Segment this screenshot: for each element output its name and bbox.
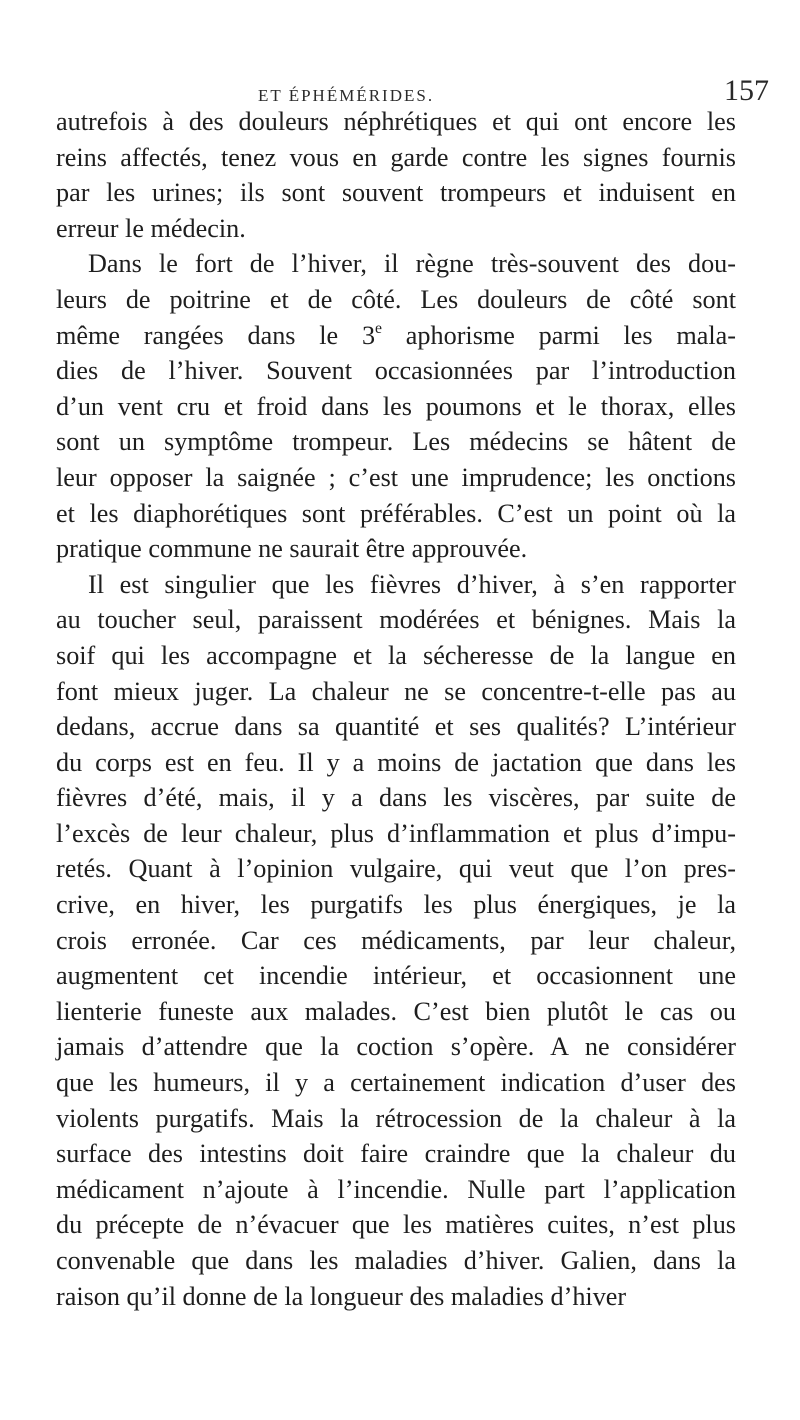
ordinal-superscript: e [375, 319, 383, 337]
page-number: 157 [724, 74, 769, 107]
text-line: leurs de poitrine et de côté. Les douleurs de côté sont [56, 284, 736, 314]
text-line: médicament n’ajoute à l’incendie. Nulle part l’application [56, 1174, 736, 1204]
text-line: par les urines; ils sont souvent trompeurs et induisent en [56, 178, 736, 208]
text-line: Dans le fort de l’hiver, il règne très-souvent des dou- [88, 249, 736, 279]
text-line: dies de l’hiver. Souvent occasionnées par l’introduction [56, 356, 736, 386]
running-head: ET ÉPHÉMÉRIDES. [258, 86, 435, 105]
text-line: d’un vent cru et froid dans les poumons et le thorax, elles [56, 391, 736, 421]
text-line: dedans, accrue dans sa quantité et ses qualités? L’intérieur [56, 712, 736, 742]
text-line: erreur le médecin. [56, 213, 246, 243]
text-line: du corps est en feu. Il y a moins de jactation que dans les [56, 747, 736, 777]
text-line: pratique commune ne saurait être approuvée. [56, 534, 528, 564]
text-line: leur opposer la saignée ; c’est une imprudence; les onctions [56, 462, 736, 492]
text-fragment: même rangées dans le [56, 320, 362, 350]
text-fragment: aphorisme parmi les mala- [382, 320, 736, 350]
ordinal-number: 3 [361, 320, 376, 350]
text-line: soif qui les accompagne et la sécheresse de la langue en [56, 640, 736, 670]
text-line: font mieux juger. La chaleur ne se concentre-t-elle pas au [56, 676, 736, 706]
text-line: fièvres d’été, mais, il y a dans les viscères, par suite de [56, 783, 736, 813]
text-line: autrefois à des douleurs néphrétiques et qui ont encore les [56, 107, 736, 136]
text-line: crive, en hiver, les purgatifs les plus énergiques, je la [56, 890, 736, 920]
text-line: l’excès de leur chaleur, plus d’inflammation et plus d’impu- [56, 818, 736, 848]
text-line: convenable que dans les maladies d’hiver. Galien, dans la [56, 1246, 736, 1275]
text-line: raison qu’il donne de la longueur des maladies d’hiver [56, 1281, 627, 1311]
text-line: Il est singulier que les fièvres d’hiver, à s’en rapporter [88, 569, 736, 599]
text-line: violents purgatifs. Mais la rétrocession de la chaleur à la [56, 1103, 736, 1133]
body-text [56, 104, 736, 1314]
text-line: augmentent cet incendie intérieur, et occasionnent une [56, 961, 736, 991]
text-line: retés. Quant à l’opinion vulgaire, qui veut que l’on pres- [56, 854, 736, 884]
text-line: lienterie funeste aux malades. C’est bien plutôt le cas ou [56, 996, 736, 1026]
text-line: jamais d’attendre que la coction s’opère. A ne considérer [56, 1032, 736, 1062]
text-line: du précepte de n’évacuer que les matières cuites, n’est plus [56, 1210, 736, 1240]
text-line: au toucher seul, paraissent modérées et bénignes. Mais la [56, 605, 736, 635]
text-line: crois erronée. Car ces médicaments, par leur chaleur, [56, 925, 736, 955]
text-line-with-ordinal [56, 318, 736, 354]
text-line: et les diaphorétiques sont préférables. C’est un point où la [56, 498, 736, 528]
text-line: sont un symptôme trompeur. Les médecins se hâtent de [56, 427, 736, 457]
text-line: que les humeurs, il y a certainement indication d’user des [56, 1068, 736, 1098]
text-line: surface des intestins doit faire craindre que la chaleur du [56, 1139, 736, 1169]
text-line: reins affectés, tenez vous en garde contre les signes fournis [56, 142, 736, 172]
